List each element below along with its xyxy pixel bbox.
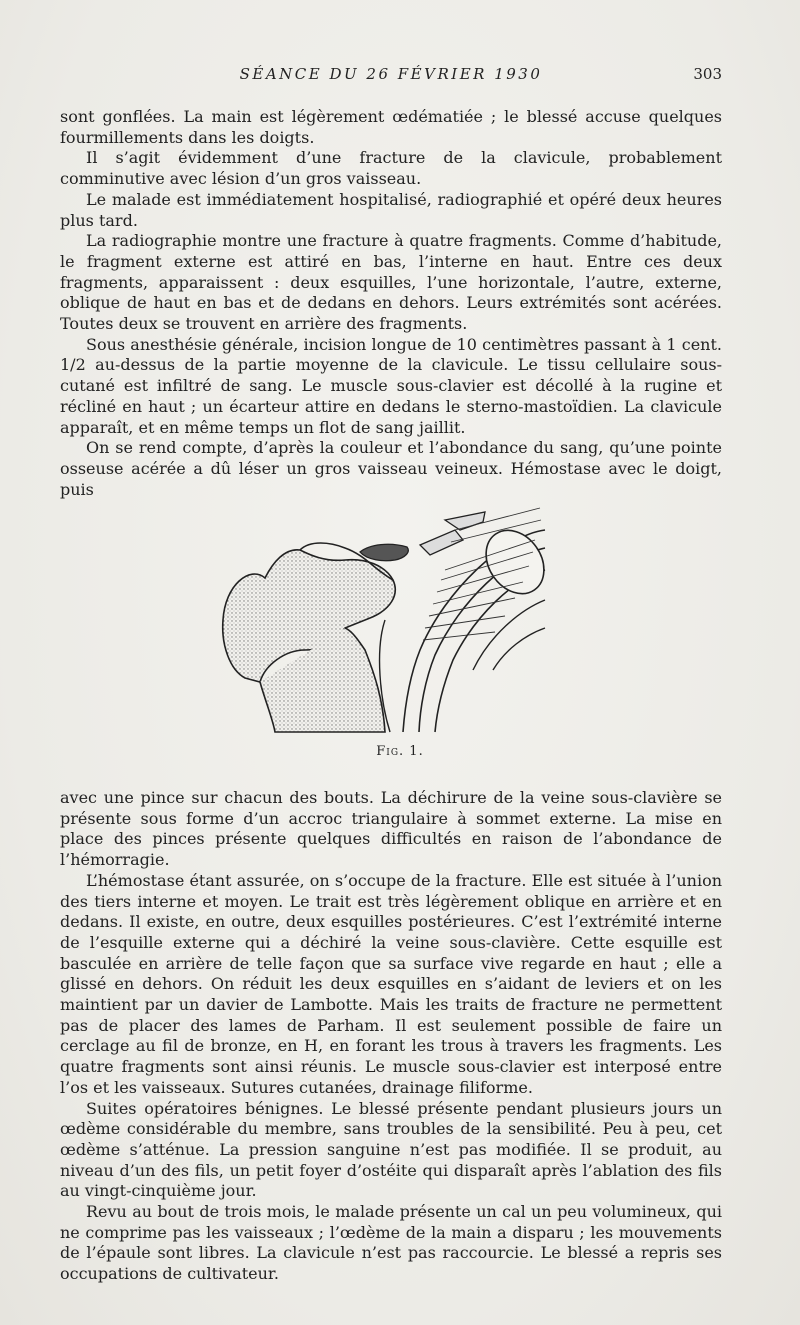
paragraph: Le malade est immédiatement hospitalisé, radiographié et opéré deux heures plus tard.	[60, 189, 722, 230]
body-text-top	[60, 107, 722, 500]
paragraph: avec une pince sur chacun des bouts. La déchirure de la veine sous-clavière se présente sous forme d’un accroc triangulaire à sommet externe. La mise en place des pinces présente quelques difficultés en raison de l’abondance de l’hémorragie.	[60, 788, 722, 870]
figure-caption: Fig. 1.	[376, 744, 424, 759]
paragraph: Suites opératoires bénignes. Le blessé présente pendant plusieurs jours un œdème considérable du membre, sans troubles de la sensibilité. Peu à peu, cet œdème s’atténue. La pression sanguine n’est pas modifiée. Il se produit, au niveau d’un des fils, un petit foyer d’ostéite qui disparaît après l’ablation des fils au vingt-cinquième jour.	[60, 1098, 722, 1201]
body-text-bottom	[60, 788, 722, 1285]
paragraph: On se rend compte, d’après la couleur et l’abondance du sang, qu’une pointe osseuse acérée a dû léser un gros vaisseau veineux. Hémostase avec le doigt, puis	[60, 438, 722, 499]
vessel-line	[493, 628, 545, 670]
shoulder-drawing	[215, 500, 550, 735]
figure-shoulder-illustration	[215, 500, 550, 735]
paragraph: L’hémostase étant assurée, on s’occupe de la fracture. Elle est située à l’union des tiers interne et moyen. Le trait est très légèrement oblique en arrière et en dedans. Il existe, en outre, deux esquilles postérieures. C’est l’extrémité interne de l’esquille externe qui a déchiré la veine sous-clavière. Cette esquille est basculée en arrière de telle façon que sa surface vive regarde en haut ; elle a glissé en dehors. On réduit les deux esquilles en s’aidant de leviers et on les maintient par un davier de Lambotte. Mais les traits de fracture ne permettent pas de placer des lames de Parham. Il est seulement possible de faire un cerclage au fil de bronze, en H, en forant les trous à travers les fragments. Les quatre fragments sont ainsi réunis. Le muscle sous-clavier est interposé entre l’os et les vaisseaux. Sutures cutanées, drainage filiforme.	[60, 870, 722, 1097]
clavicle-fragment	[360, 544, 408, 560]
vessel-line	[435, 570, 545, 732]
page-number: 303	[693, 65, 722, 83]
paragraph: Il s’agit évidemment d’une fracture de la clavicule, probablement comminutive avec lésion d’un gros vaisseau.	[60, 148, 722, 189]
bone-fragment	[420, 530, 463, 555]
running-head: SÉANCE DU 26 FÉVRIER 1930	[239, 65, 543, 83]
paragraph: Revu au bout de trois mois, le malade présente un cal un peu volumineux, qui ne comprime pas les vaisseaux ; l’œdème de la main a disparu ; les mouvements de l’épaule sont libres. La clavicule n’est pas raccourcie. Le blessé a repris ses occupations de cultivateur.	[60, 1202, 722, 1284]
vessel-line	[473, 600, 545, 670]
paragraph: La radiographie montre une fracture à quatre fragments. Comme d’habitude, le fragment externe est attiré en bas, l’interne en haut. Entre ces deux fragments, apparaissent : deux esquilles, l’une horizontale, l’autre, externe, oblique de haut en bas et de dedans en dehors. Leurs extrémités sont acérées. Toutes deux se trouvent en arrière des fragments.	[60, 231, 722, 334]
page-header	[60, 62, 722, 86]
paragraph: Sous anesthésie générale, incision longue de 10 centimètres passant à 1 cent. 1/2 au-dessus de la partie moyenne de la clavicule. Le tissu cellulaire sous-cutané est infiltré de sang. Le muscle sous-clavier est décollé à la rugine et récliné en haut ; un écarteur attire en dedans le sterno-mastoïdien. La clavicule apparaît, et en même temps un flot de sang jaillit.	[60, 334, 722, 437]
paragraph: sont gonflées. La main est légèrement œdématiée ; le blessé accuse quelques fourmillements dans les doigts.	[60, 107, 722, 147]
